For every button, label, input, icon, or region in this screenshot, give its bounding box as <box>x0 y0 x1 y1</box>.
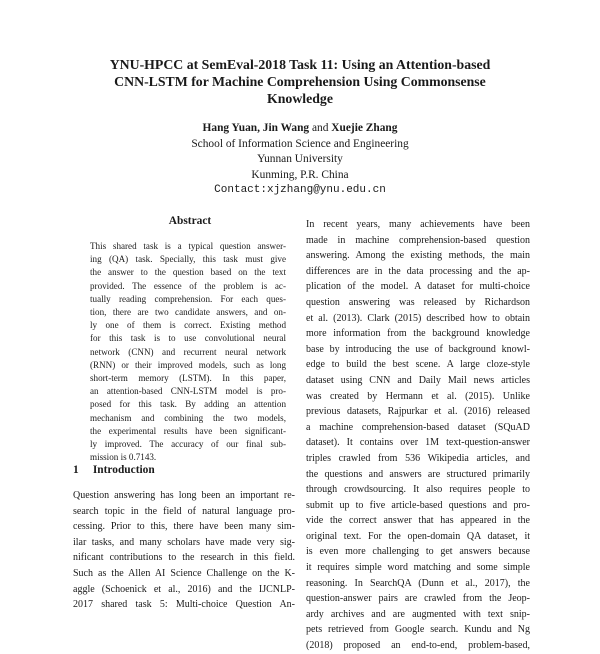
text-line: made in machine comprehension-based question <box>306 234 530 246</box>
text-line: tually reading comprehension. For each ques- <box>90 293 286 304</box>
text-line: is even more challenging to get answers because <box>306 546 530 558</box>
section-heading <box>73 464 155 476</box>
title-line: CNN-LSTM for Machine Comprehension Using Commonsense <box>114 74 486 89</box>
section-number: 1 <box>73 464 79 476</box>
text-line: plication of the model. A dataset for multi-choice <box>306 281 530 293</box>
text-line: et al. (2013). Clark (2015) described how to obtain <box>306 312 530 324</box>
abstract-heading: Abstract <box>168 215 212 227</box>
title-line: YNU-HPCC at SemEval-2018 Task 11: Using an Attention-based <box>109 57 491 72</box>
text-line: the questions and answers are structured primarily <box>306 468 530 480</box>
text-line: nificant contributions to the research in this field. <box>73 552 295 564</box>
introduction-body <box>73 488 295 613</box>
text-line: the experimental results have been significant- <box>90 425 286 436</box>
text-line: aggle (Schoenick et al., 2016) and the IJCNLP- <box>73 583 295 595</box>
text-line: network (CNN) and recurrent neural network <box>90 346 286 357</box>
text-line: edge to build the best scene. A large cloze-style <box>306 359 530 371</box>
contact-email: Contact:xjzhang@ynu.edu.cn <box>214 184 386 196</box>
text-line: search topic in the field of natural language pro- <box>73 505 295 517</box>
text-line: mission is 0.7143. <box>90 452 157 463</box>
text-line: dataset). It contains over 1M text-question-answer <box>306 437 530 449</box>
text-line: (2018) proposed an end-to-end, problem-based, <box>306 640 530 652</box>
paper-title <box>60 56 540 107</box>
text-line: cessing. Prior to this, there have been many sim- <box>73 521 295 533</box>
author-names <box>100 121 500 137</box>
text-line: the answer to the question based on the text <box>90 267 286 278</box>
text-line: (RNN) or their improved models, such as long <box>90 359 286 370</box>
section-title: Introduction <box>92 464 155 476</box>
right-column-body <box>306 217 530 654</box>
text-line: In recent years, many achievements have been <box>306 219 530 230</box>
text-line: original text. For the open-domain QA dataset, it <box>306 530 530 542</box>
text-line: vide the correct answer that has appeared in the <box>306 515 530 527</box>
text-line: mechanism and combining the two models, <box>90 412 286 423</box>
text-line: previous datasets, Rajpurkar et al. (2016) released <box>306 406 530 418</box>
text-line: ilar tasks, and many scholars have made very sig- <box>73 536 295 548</box>
abstract-body <box>90 240 286 464</box>
text-line: tion, there are two candidate answers, and on- <box>90 307 286 318</box>
text-line: answering. Among the existing methods, the main <box>306 250 530 262</box>
text-line: ardy archives and are augmented with text snip- <box>306 608 530 620</box>
affiliation-university: Yunnan University <box>257 153 343 165</box>
text-line: question answering was released by Richardson <box>306 296 530 308</box>
text-line: a machine comprehension-based dataset (SQuAD <box>306 421 530 433</box>
text-line: Such as the Allen AI Science Challenge on the K- <box>73 567 295 579</box>
text-line: question-answer pairs are crawled from the Jeop- <box>306 593 530 605</box>
text-line: for this task is to use convolutional neural <box>90 333 286 344</box>
text-line: through crowdsourcing. It also requires people to <box>306 484 530 496</box>
author-names-and: and <box>311 122 329 134</box>
author-block <box>100 121 500 199</box>
text-line: an attention-based CNN-LSTM model is pro- <box>90 386 286 397</box>
affiliation-city: Kunming, P.R. China <box>251 168 349 181</box>
text-line: posed for this task. By adding an attention <box>90 399 286 410</box>
text-line: triples crawled from 536 Wikipedia articles, and <box>306 452 530 464</box>
text-line: it requires simple word matching and some simple <box>306 562 530 574</box>
text-line: 2017 shared task 5: Multi-choice Question An- <box>73 599 295 611</box>
text-line: ing (QA) task. Specially, this task must give <box>90 254 286 265</box>
text-line: ly one of them is correct. Existing method <box>90 320 286 331</box>
text-line: pets retrieved from Google search. Kundu and Ng <box>306 624 530 636</box>
author-names-last: Xuejie Zhang <box>331 122 398 134</box>
text-line: dataset using CNN and Daily Mail news articles <box>306 374 530 386</box>
text-line: differences are in the data processing and the ap- <box>306 265 530 277</box>
text-line: This shared task is a typical question answer- <box>90 241 286 251</box>
text-line: ly improved. The accuracy of our final sub- <box>90 439 286 450</box>
text-line: base by introducing the use of background knowl- <box>306 343 530 355</box>
text-line: submit up to five article-based questions and pro- <box>306 499 530 511</box>
text-line: short-term memory (LSTM). In this paper, <box>90 373 286 384</box>
author-names-first: Hang Yuan, Jin Wang <box>202 122 310 134</box>
text-line: was created by Hermann et al. (2015). Unlike <box>306 390 530 402</box>
text-line: provided. The essence of the problem is ac- <box>90 280 286 291</box>
affiliation-school: School of Information Science and Engineering <box>191 137 409 150</box>
text-line: reasoning. In SearchQA (Dunn et al., 2017), the <box>306 577 530 589</box>
text-line: Question answering has long been an important re- <box>73 490 295 501</box>
title-line: Knowledge <box>267 91 333 106</box>
text-line: more information from the background knowledge <box>306 328 530 340</box>
